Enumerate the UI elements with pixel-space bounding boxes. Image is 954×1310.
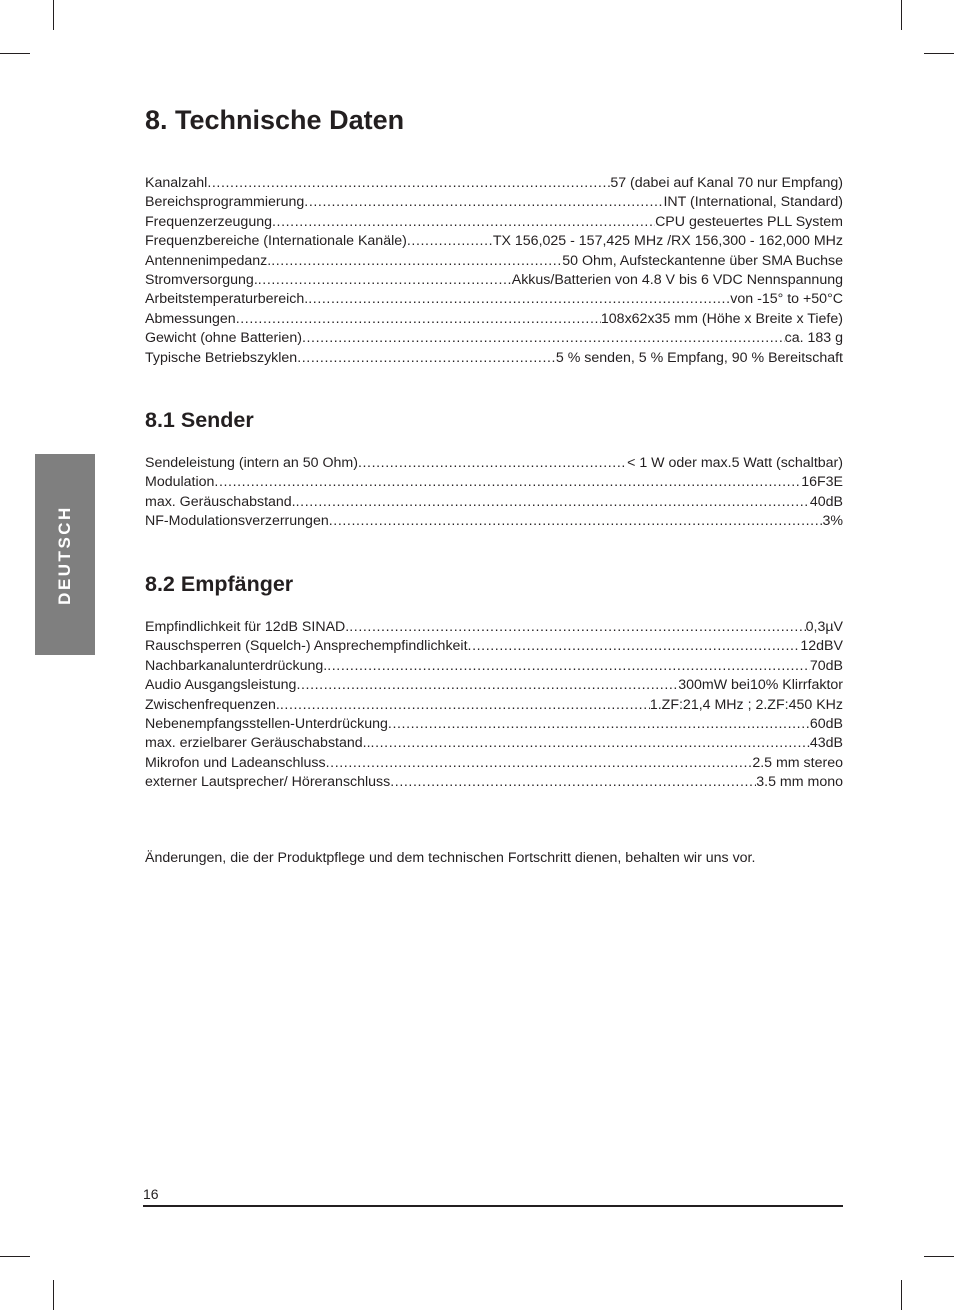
footnote: Änderungen, die der Produktpflege und dem technischen Fortschritt dienen, behalten wir uns vor. [145, 850, 756, 866]
spec-label: Zwischenfrequenzen. [145, 696, 280, 713]
dot-leader [297, 349, 556, 368]
spec-row [145, 715, 843, 734]
spec-value: von -15° to +50°C [730, 291, 843, 308]
spec-row [145, 329, 843, 348]
dot-leader [468, 637, 801, 656]
spec-value: 300mW bei10% Klirrfaktor [678, 677, 843, 694]
spec-label: Typische Betriebszyklen [145, 349, 298, 366]
spec-row [145, 512, 843, 531]
spec-label: Empfindlichkeit für 12dB SINAD. [145, 619, 350, 635]
spec-value: 60dB [809, 715, 843, 732]
spec-label: Antennenimpedanz. [145, 252, 272, 269]
spec-value: 57 (dabei auf Kanal 70 nur Empfang) [610, 175, 843, 191]
spec-row [145, 696, 843, 715]
spec-row [145, 676, 843, 695]
spec-row [145, 473, 843, 492]
spec-row [145, 174, 843, 193]
spec-label: Mikrofon und Ladeanschluss [145, 754, 326, 771]
spec-row [145, 454, 843, 473]
dot-leader [296, 493, 810, 512]
dot-leader [349, 618, 805, 637]
dot-leader [326, 754, 753, 773]
dot-leader [304, 193, 663, 212]
spec-row [145, 271, 843, 290]
spec-label: Abmessungen [145, 310, 236, 327]
page-number: 16 [143, 1186, 159, 1202]
spec-label: Nachbarkanalunterdrückung. [145, 657, 328, 674]
crop-mark [53, 0, 54, 30]
spec-value: 3.5 mm mono [756, 774, 843, 791]
dot-leader [388, 715, 810, 734]
spec-label: Arbeitstemperaturbereich. [145, 291, 309, 308]
spec-label: max. Geräuschabstand. [145, 493, 296, 510]
spec-value: 12dBV [800, 638, 843, 655]
language-side-tab [35, 454, 95, 655]
dot-leader [214, 473, 801, 492]
spec-row [145, 754, 843, 773]
spec-list-sender [145, 454, 843, 532]
dot-leader [327, 657, 810, 676]
dot-leader [371, 734, 810, 753]
dot-leader [358, 454, 627, 473]
spec-value: < 1 W oder max.5 Watt (schaltbar) [627, 455, 843, 471]
spec-label: externer Lautsprecher/ Höreranschluss [145, 774, 391, 791]
dot-leader [302, 329, 785, 348]
spec-row [145, 493, 843, 512]
side-tab-label: DEUTSCH [55, 504, 74, 605]
spec-row [145, 773, 843, 792]
crop-mark [901, 0, 902, 30]
spec-label: Kanalzahl [145, 175, 208, 191]
spec-label: Stromversorgung. [145, 271, 258, 288]
dot-leader [390, 773, 756, 792]
dot-leader [236, 310, 601, 329]
spec-row [145, 232, 843, 251]
spec-label: Frequenzbereiche (Internationale Kanäle) [145, 233, 407, 250]
spec-value: 40dB [809, 493, 843, 510]
spec-label: Frequenzerzeugung [145, 213, 272, 230]
spec-row [145, 252, 843, 271]
dot-leader [258, 271, 512, 290]
spec-label: Rauschsperren (Squelch-) Ansprechempfindlichkeit [145, 638, 468, 655]
crop-mark [0, 1256, 30, 1257]
footer-rule [143, 1205, 843, 1207]
spec-label: Bereichsprogrammierung [145, 194, 305, 211]
section-heading-receiver: 8.2 Empfänger [145, 572, 294, 596]
spec-value: 5 % senden, 5 % Empfang, 90 % Bereitschaft [555, 349, 843, 366]
spec-row [145, 637, 843, 656]
dot-leader [280, 696, 650, 715]
spec-value: CPU gesteuertes PLL System [655, 213, 843, 230]
dot-leader [308, 290, 730, 309]
spec-value: INT (International, Standard) [663, 194, 843, 211]
spec-row [145, 213, 843, 232]
spec-label: Modulation [145, 474, 215, 491]
spec-value: 16F3E [801, 474, 843, 491]
spec-row [145, 290, 843, 309]
spec-value: 50 Ohm, Aufsteckantenne über SMA Buchse [562, 252, 843, 269]
crop-mark [924, 53, 954, 54]
spec-label: max. erzielbarer Geräuschabstand.. [145, 735, 371, 752]
spec-row [145, 310, 843, 329]
spec-label: Sendeleistung (intern an 50 Ohm) [145, 455, 358, 471]
page-title: 8. Technische Daten [145, 105, 405, 135]
dot-leader [329, 512, 823, 531]
spec-label: NF-Modulationsverzerrungen [145, 513, 329, 530]
dot-leader [407, 232, 493, 251]
spec-value: 43dB [809, 735, 843, 752]
crop-mark [924, 1256, 954, 1257]
spec-value: 108x62x35 mm (Höhe x Breite x Tiefe) [600, 310, 843, 327]
spec-value: 1.ZF:21,4 MHz ; 2.ZF:450 KHz [649, 696, 843, 713]
spec-label: Nebenempfangsstellen-Unterdrückung [145, 715, 388, 732]
dot-leader [207, 174, 610, 193]
crop-mark [0, 53, 30, 54]
spec-value: TX 156,025 - 157,425 MHz /RX 156,300 - 162,000 MHz [492, 233, 843, 250]
spec-value: 3% [822, 513, 843, 530]
dot-leader [271, 252, 562, 271]
spec-value: Akkus/Batterien von 4.8 V bis 6 VDC Nennspannung [511, 271, 843, 288]
spec-label: Gewicht (ohne Batterien) [145, 330, 302, 347]
spec-value: 2.5 mm stereo [752, 754, 843, 771]
crop-mark [53, 1280, 54, 1310]
spec-value: 0,3µV [805, 619, 843, 635]
spec-row [145, 657, 843, 676]
spec-value: 70dB [809, 657, 843, 674]
dot-leader [272, 213, 655, 232]
spec-list-receiver [145, 618, 843, 793]
spec-row [145, 349, 843, 368]
spec-list-general [145, 174, 843, 368]
spec-label: Audio Ausgangsleistung [145, 677, 297, 694]
section-heading-sender: 8.1 Sender [145, 408, 254, 432]
dot-leader [296, 676, 678, 695]
spec-row [145, 734, 843, 753]
spec-row [145, 193, 843, 212]
spec-value: ca. 183 g [784, 330, 843, 347]
spec-row [145, 618, 843, 637]
crop-mark [901, 1280, 902, 1310]
